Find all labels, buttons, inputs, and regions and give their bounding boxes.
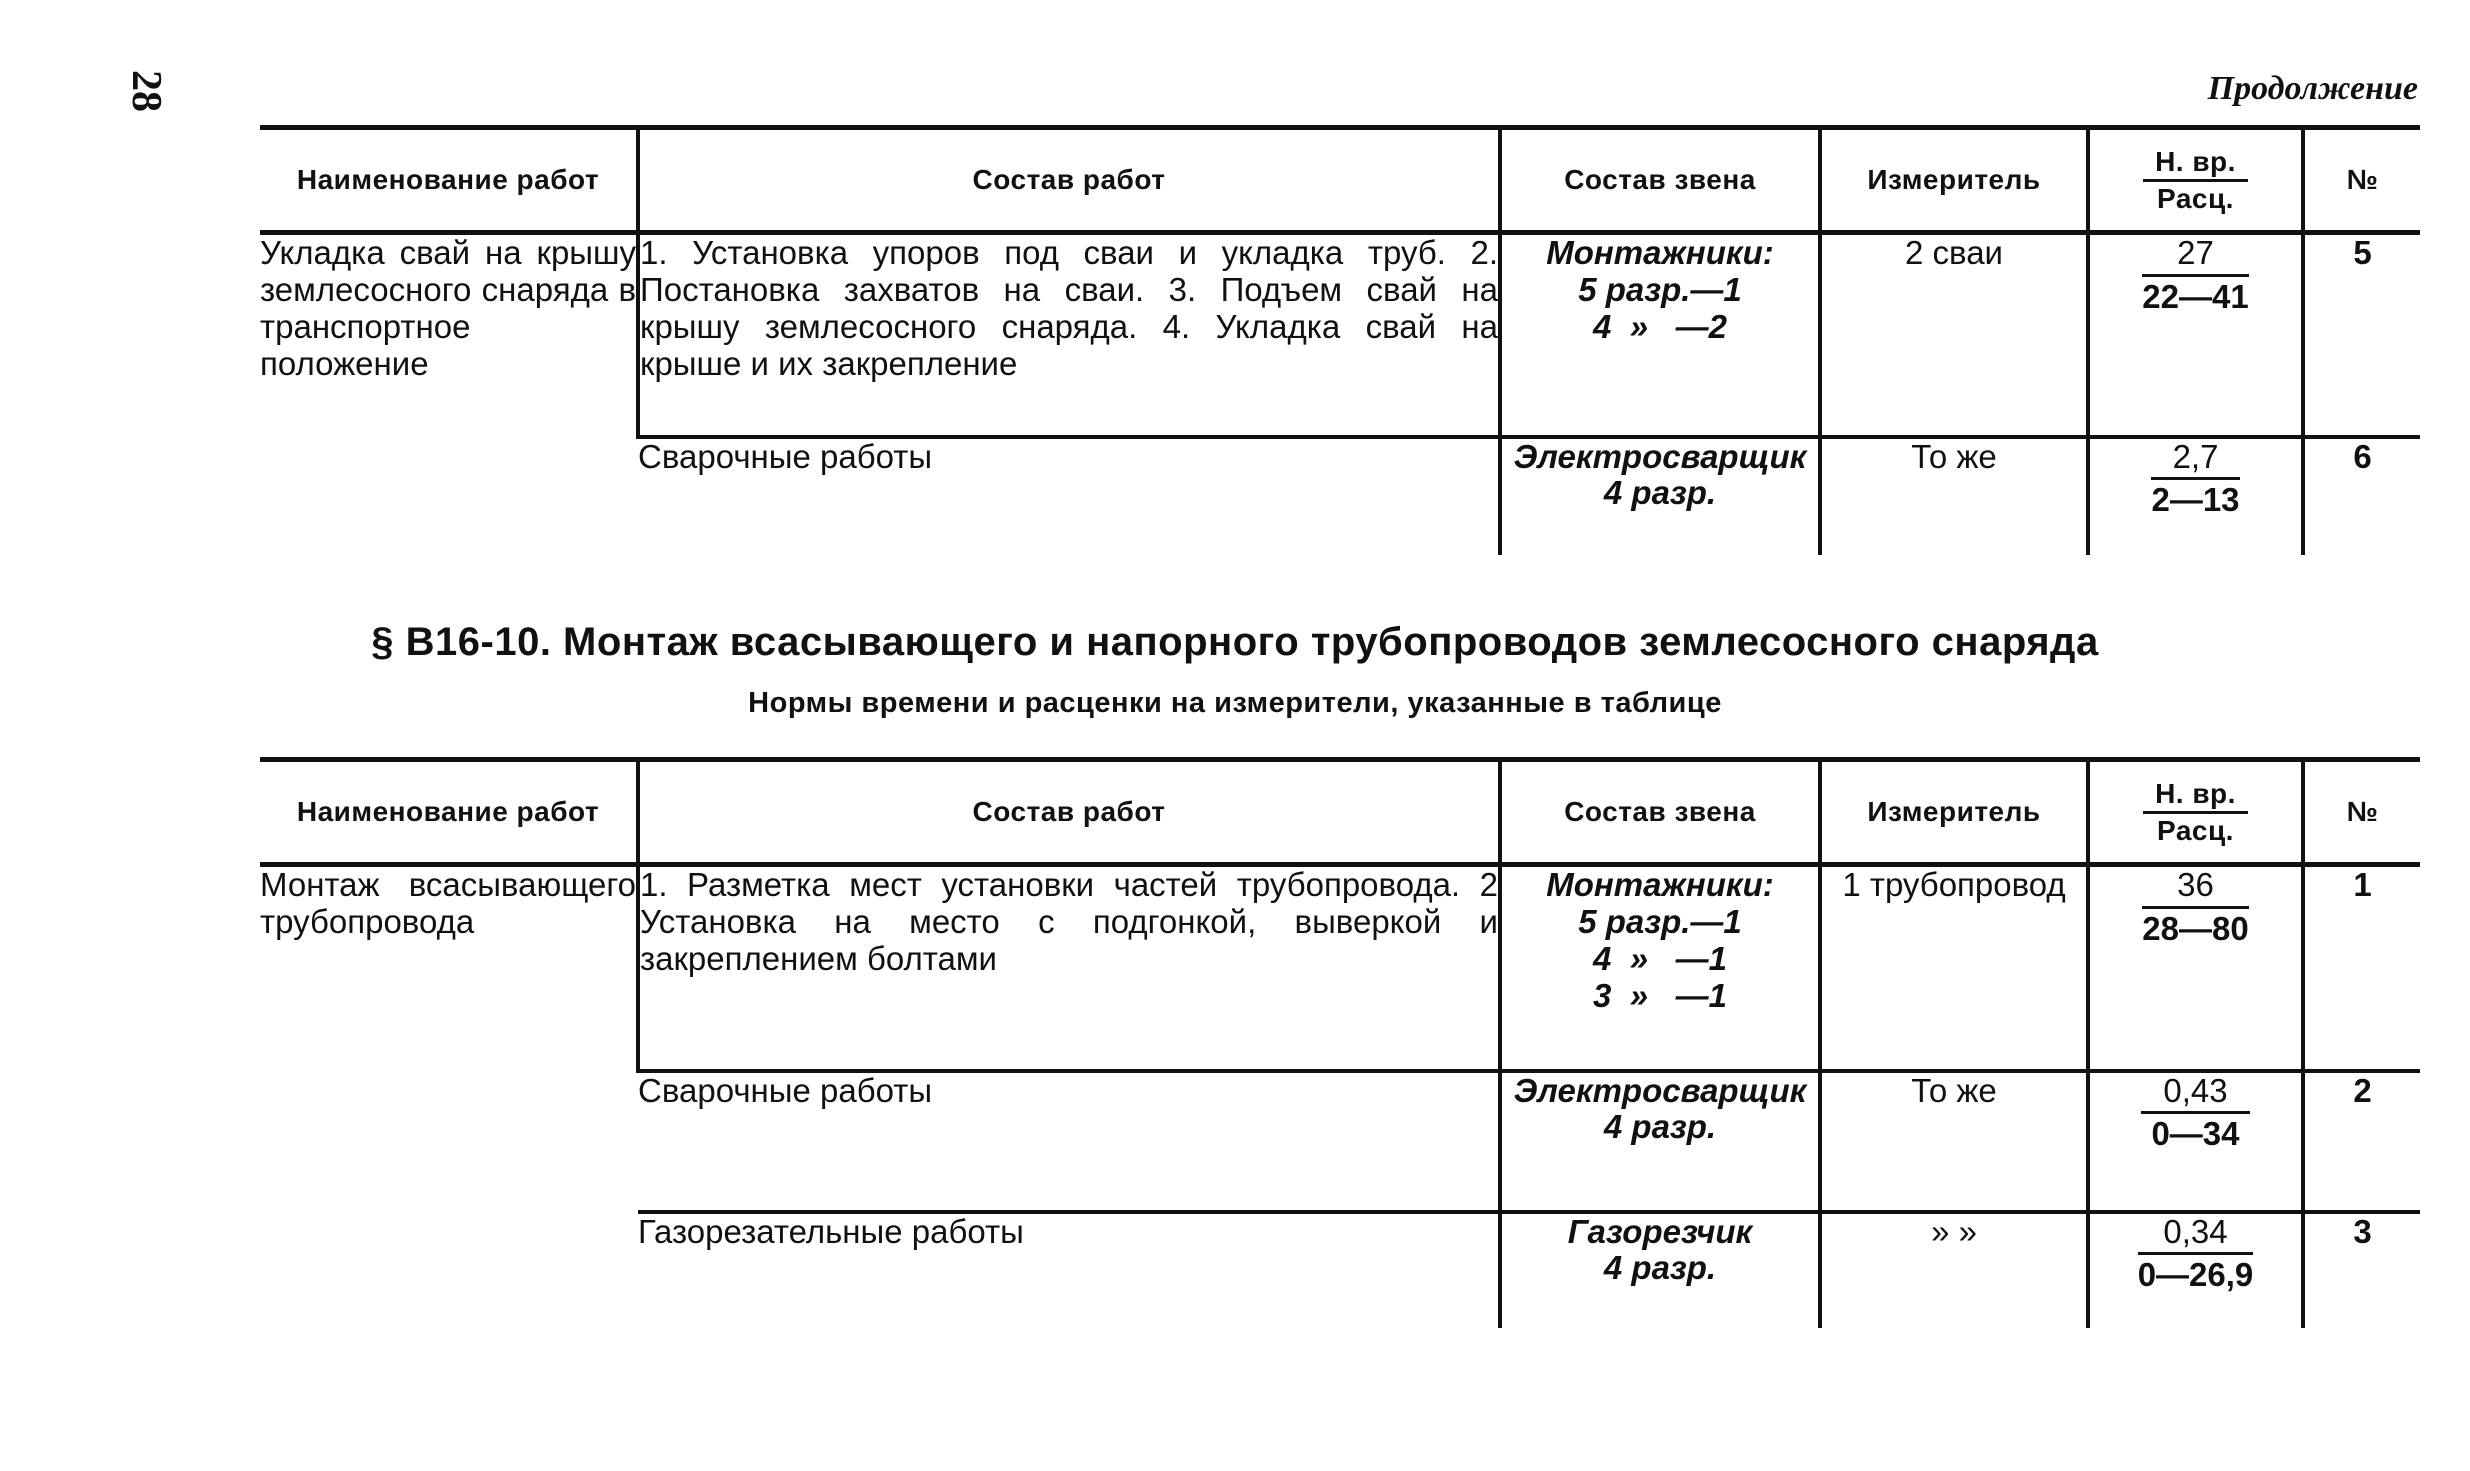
norms-table-2 <box>260 757 2420 1328</box>
row-number: 1 <box>2303 865 2420 1071</box>
header-norm-time: Н. вр. <box>2143 146 2248 181</box>
header-composition: Состав работ <box>638 760 1500 865</box>
rate-cell <box>2088 437 2303 555</box>
header-rate <box>2088 128 2303 233</box>
crew-composition <box>1500 1071 1820 1212</box>
crew-composition <box>1500 437 1820 555</box>
work-composition: 1. Разметка мест установки частей трубопровода. 2 Установка на место с подгонкой, выверкой и закреплением болтами <box>638 865 1500 1071</box>
row-number: 6 <box>2303 437 2420 555</box>
header-price: Расц. <box>2157 814 2234 846</box>
header-crew: Состав звена <box>1500 128 1820 233</box>
header-price: Расц. <box>2157 182 2234 214</box>
norms-table-1 <box>260 125 2420 555</box>
crew-line: 3 » —1 <box>1593 976 1727 1014</box>
work-name: Монтаж всасывающего трубопровода <box>260 866 636 940</box>
crew-line: Газорезчик <box>1567 1212 1753 1250</box>
crew-line: Электросварщик <box>1513 1071 1807 1109</box>
price-value: 0—34 <box>2151 1115 2240 1153</box>
header-name: Наименование работ <box>296 164 600 196</box>
rate-cell <box>2088 1212 2303 1328</box>
unit-cell: 2 сваи <box>1820 233 2088 437</box>
work-composition: Газорезательные работы <box>638 1212 1500 1328</box>
crew-line: 4 » —2 <box>1593 307 1727 345</box>
crew-line: Электросварщик <box>1513 437 1807 475</box>
price-value: 2—13 <box>2151 481 2240 519</box>
section-subtitle: Нормы времени и расценки на измерители, указанные в таблице <box>748 687 1722 719</box>
work-composition: Сварочные работы <box>638 437 1500 555</box>
row-number: 3 <box>2303 1212 2420 1328</box>
section-title: § В16-10. Монтаж всасывающего и напорного трубопроводов землесосного снаряда <box>371 620 2099 664</box>
norm-time-value: 0,34 <box>2138 1214 2254 1256</box>
work-composition: Сварочные работы <box>638 1071 1500 1212</box>
unit-cell: 1 трубопровод <box>1820 865 2088 1071</box>
rate-cell <box>2088 1071 2303 1212</box>
crew-line: 5 разр.—1 <box>1578 270 1742 308</box>
crew-line: 4 разр. <box>1603 474 1717 512</box>
header-crew: Состав звена <box>1500 760 1820 865</box>
crew-line: 4 разр. <box>1603 1108 1717 1146</box>
table-header-row <box>260 128 2420 233</box>
header-number: № <box>2303 760 2420 865</box>
crew-line: 5 разр.—1 <box>1578 902 1742 940</box>
header-number: № <box>2303 128 2420 233</box>
header-norm-time: Н. вр. <box>2143 778 2248 813</box>
table-header-row <box>260 760 2420 865</box>
norm-time-value: 36 <box>2142 867 2248 909</box>
crew-line: Монтажники: <box>1546 234 1774 271</box>
work-name: Укладка свай на крышу землесосного снаряда в транспортное положение <box>260 234 636 382</box>
price-value: 0—26,9 <box>2137 1256 2254 1294</box>
norm-time-value: 0,43 <box>2141 1073 2249 1115</box>
table-row <box>260 865 2420 1071</box>
work-composition: 1. Установка упоров под сваи и укладка труб. 2. Постановка захватов на сваи. 3. Подъем свай на крышу землесосного снаряда. 4. Укладка свай на крыше и их закрепление <box>638 233 1500 437</box>
crew-line: Монтажники: <box>1546 866 1774 903</box>
unit-cell: То же <box>1820 437 2088 555</box>
price-value: 28—80 <box>2142 909 2249 947</box>
row-number: 5 <box>2303 233 2420 437</box>
price-value: 22—41 <box>2142 277 2249 315</box>
rate-cell <box>2088 233 2303 437</box>
crew-composition <box>1500 865 1820 1071</box>
crew-line: 4 разр. <box>1603 1249 1717 1287</box>
continuation-label: Продолжение <box>2207 70 2418 107</box>
norm-time-value: 27 <box>2142 235 2248 277</box>
header-unit: Измеритель <box>1820 128 2088 233</box>
page-number: 28 <box>123 70 169 112</box>
header-rate <box>2088 760 2303 865</box>
table-row <box>260 233 2420 437</box>
norm-time-value: 2,7 <box>2151 439 2241 481</box>
header-composition: Состав работ <box>638 128 1500 233</box>
header-name: Наименование работ <box>296 796 600 828</box>
row-number: 2 <box>2303 1071 2420 1212</box>
header-unit: Измеритель <box>1820 760 2088 865</box>
crew-line: 4 » —1 <box>1593 939 1727 977</box>
unit-cell: » » <box>1820 1212 2088 1328</box>
unit-cell: То же <box>1820 1071 2088 1212</box>
crew-composition <box>1500 1212 1820 1328</box>
rate-cell <box>2088 865 2303 1071</box>
crew-composition <box>1500 233 1820 437</box>
